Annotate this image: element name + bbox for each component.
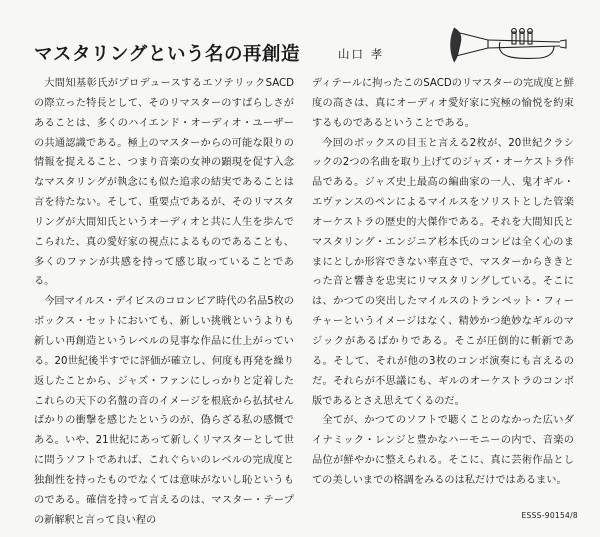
author-name: 山口 孝 [338,47,385,61]
right-paragraph-2: 全てが、かつてのソフトで聴くことのなかった広いダイナミック・レンジと豊かなハーモニーの内で、音楽の品位が鮮やかに整えられる。そこに、真に芸術作品としての美しいまでの格調をみるのは私だけではあるまい。 [312,415,574,486]
article-title: マスタリングという名の再創造 [34,44,301,65]
catalog-number: ESSS-90154/8 [521,511,578,520]
right-column [312,74,574,491]
trumpet-icon [450,22,570,72]
left-column [34,74,294,530]
left-paragraph-2: 今回マイルス・デイビスのコロンビア時代の名品5枚のボックス・セットにおいても、新しい挑戦というよりも新しい再創造というレベルの見事な作品に仕上がっている。20世紀後半すでに評価が確立し、何度も再発を繰り返したことから、ジャズ・ファンにしっかりと定着したこれらの天下の名盤の音のイメージを根底から払拭せんばかりの衝撃を感じたというのが、偽らざる私の感慨である。いや、21世紀にあって新しくリマスターとして世に問うソフトであれば、これぐらいのレベルの完成度と独創性を持ったものでなくては意味がないし恥というものである。確信を持って言えるのは、マスター・テープの新解釈と言って良い程の [34,296,294,526]
right-paragraph-continued: ディテールに拘ったこのSACDのリマスターの完成度と鮮度の高さは、真にオーディオ愛好家に究極の愉悦を約束するものであるということである。 [312,78,574,129]
right-paragraph-1: 今回のボックスの目玉と言える2枚が、20世紀クラシックの2つの名曲を取り上げてのジャズ・オーケストラ作品である。ジャズ史上最高の編曲家の一人、鬼才ギル・エヴァンスのペンによるマイルスをソリストとした管楽オーケストラの歴史的大傑作である。それを大間知氏とマスタリング・エンジニア杉本氏のコンビは全く心のままにとしか形容できない率直さで、マスターからききとった音と響きを忠実にリマスタリングしている。そこには、かつての突出したマイルスのトランペット・フィーチャーというイメージはなく、精妙かつ絶妙なギルのマジックがあるばかりである。そこが圧倒的に斬新である。そして、それが他の3枚のコンボ演奏にも言えるのだ。それらが不思議にも、ギルのオーケストラのコンボ版であるとさえ思えてくるのだ。 [312,137,574,407]
left-paragraph-1: 大間知基彰氏がプロデュースするエソテリックSACDの際立った特長として、そのリマスターのすばらしさがあることは、多くのハイエンド・オーディオ・ユーザーの共通認識である。極上のマスターからの可能な限りの情報を捉えること、つまり音楽の女神の顕現を促す入念なマスタリングが執念にも似た追求の結実であることは言を待たない。そして、重要点であるが、そのリマスタリングが大間知氏というオーディオと共に人生を歩んでこられた、真の愛好家の視点によるものであることも、多くのファンが共感を持って感じ取っていることである。 [34,78,294,288]
